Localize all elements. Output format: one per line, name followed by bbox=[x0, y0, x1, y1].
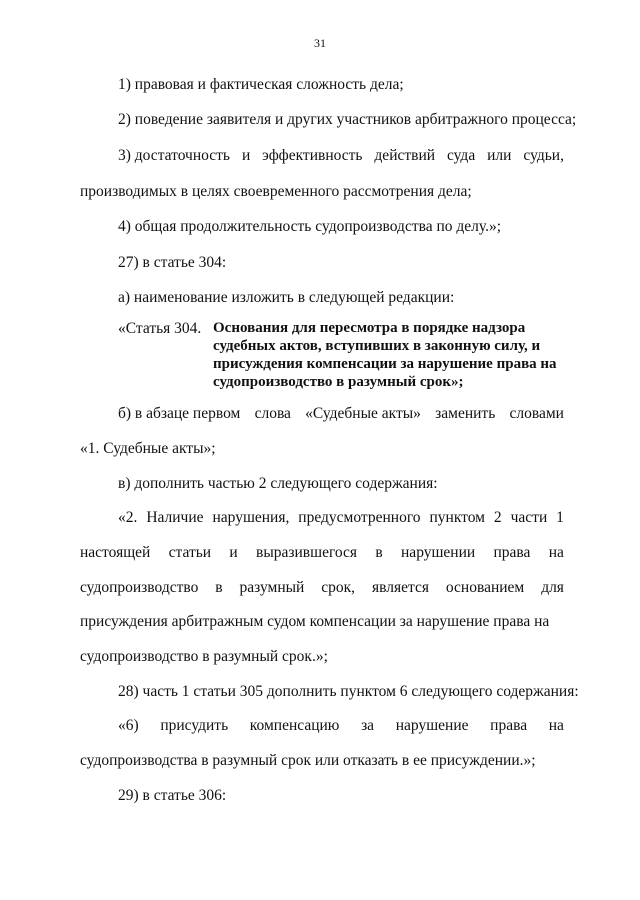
paragraph-item-3-line-1 bbox=[118, 146, 564, 166]
part-2-line-4: присуждения арбитражным судом компенсации за нарушение права на bbox=[80, 613, 550, 630]
word: и bbox=[241, 147, 251, 164]
article-title-line: присуждения компенсации за нарушение права на bbox=[213, 356, 557, 372]
part-2-line-2 bbox=[80, 543, 564, 563]
word: судьи, bbox=[523, 147, 564, 164]
word: Наличие bbox=[146, 509, 204, 526]
word: для bbox=[541, 579, 564, 596]
point-6-line-1 bbox=[118, 716, 564, 736]
article-title-line: Основания для пересмотра в порядке надзора bbox=[213, 320, 526, 336]
paragraph-29: 29) в статье 306: bbox=[118, 787, 227, 804]
word: «Судебные акты» bbox=[305, 405, 421, 422]
word: является bbox=[372, 579, 429, 596]
point-6-line-2: судопроизводства в разумный срок или отказать в ее присуждении.»; bbox=[80, 752, 536, 769]
word: нарушении bbox=[401, 544, 476, 561]
word: «2. bbox=[118, 509, 138, 526]
word: основанием bbox=[445, 579, 525, 596]
word: суда bbox=[446, 147, 476, 164]
word: словами bbox=[509, 405, 564, 422]
word: судопроизводство bbox=[80, 579, 199, 596]
word: присудить bbox=[160, 717, 229, 734]
article-label: «Статья 304. bbox=[118, 320, 202, 337]
word: срок, bbox=[321, 579, 356, 596]
word: 1 bbox=[556, 509, 564, 526]
page-number: 31 bbox=[314, 36, 326, 50]
word: или bbox=[487, 147, 512, 164]
word: нарушение bbox=[395, 717, 469, 734]
word: 3) достаточность bbox=[118, 147, 230, 164]
word: эффективность bbox=[262, 147, 363, 164]
word: компенсацию bbox=[249, 717, 340, 734]
paragraph-27-v: в) дополнить частью 2 следующего содержания: bbox=[118, 475, 438, 492]
word: в bbox=[375, 544, 383, 561]
paragraph-27-b-line-1 bbox=[118, 404, 564, 424]
word: в bbox=[215, 579, 223, 596]
word: предусмотренного bbox=[298, 509, 421, 526]
paragraph-27: 27) в статье 304: bbox=[118, 254, 227, 271]
word: слова bbox=[254, 405, 291, 422]
paragraph-item-1: 1) правовая и фактическая сложность дела; bbox=[118, 76, 404, 93]
word: пунктом bbox=[429, 509, 485, 526]
word: нарушения, bbox=[212, 509, 290, 526]
word: на bbox=[548, 717, 564, 734]
word: и bbox=[229, 544, 238, 561]
part-2-line-1 bbox=[118, 508, 564, 528]
paragraph-28: 28) часть 1 статьи 305 дополнить пунктом 6 следующего содержания: bbox=[118, 683, 579, 700]
paragraph-item-4: 4) общая продолжительность судопроизводства по делу.»; bbox=[118, 218, 502, 235]
word: выразившегося bbox=[256, 544, 358, 561]
word: б) в абзаце первом bbox=[118, 405, 241, 422]
article-title bbox=[213, 319, 557, 391]
part-2-line-5: судопроизводство в разумный срок.»; bbox=[80, 648, 328, 665]
word: на bbox=[548, 544, 564, 561]
word: части bbox=[510, 509, 548, 526]
word: «6) bbox=[118, 717, 139, 734]
word: права bbox=[490, 717, 528, 734]
article-title-line: судопроизводство в разумный срок»; bbox=[213, 374, 464, 390]
word: действий bbox=[374, 147, 436, 164]
part-2-line-3 bbox=[80, 578, 564, 598]
article-title-line: судебных актов, вступивших в законную силу, и bbox=[213, 338, 541, 354]
paragraph-27-a: а) наименование изложить в следующей редакции: bbox=[118, 289, 455, 306]
word: статьи bbox=[168, 544, 212, 561]
word: права bbox=[493, 544, 531, 561]
word: разумный bbox=[239, 579, 305, 596]
paragraph-item-3-line-2: производимых в целях своевременного рассмотрения дела; bbox=[80, 183, 472, 200]
word: заменить bbox=[435, 405, 496, 422]
paragraph-27-b-line-2: «1. Судебные акты»; bbox=[80, 440, 216, 457]
paragraph-item-2: 2) поведение заявителя и других участников арбитражного процесса; bbox=[118, 111, 577, 128]
word: настоящей bbox=[80, 544, 151, 561]
word: 2 bbox=[493, 509, 502, 526]
word: за bbox=[361, 717, 375, 734]
